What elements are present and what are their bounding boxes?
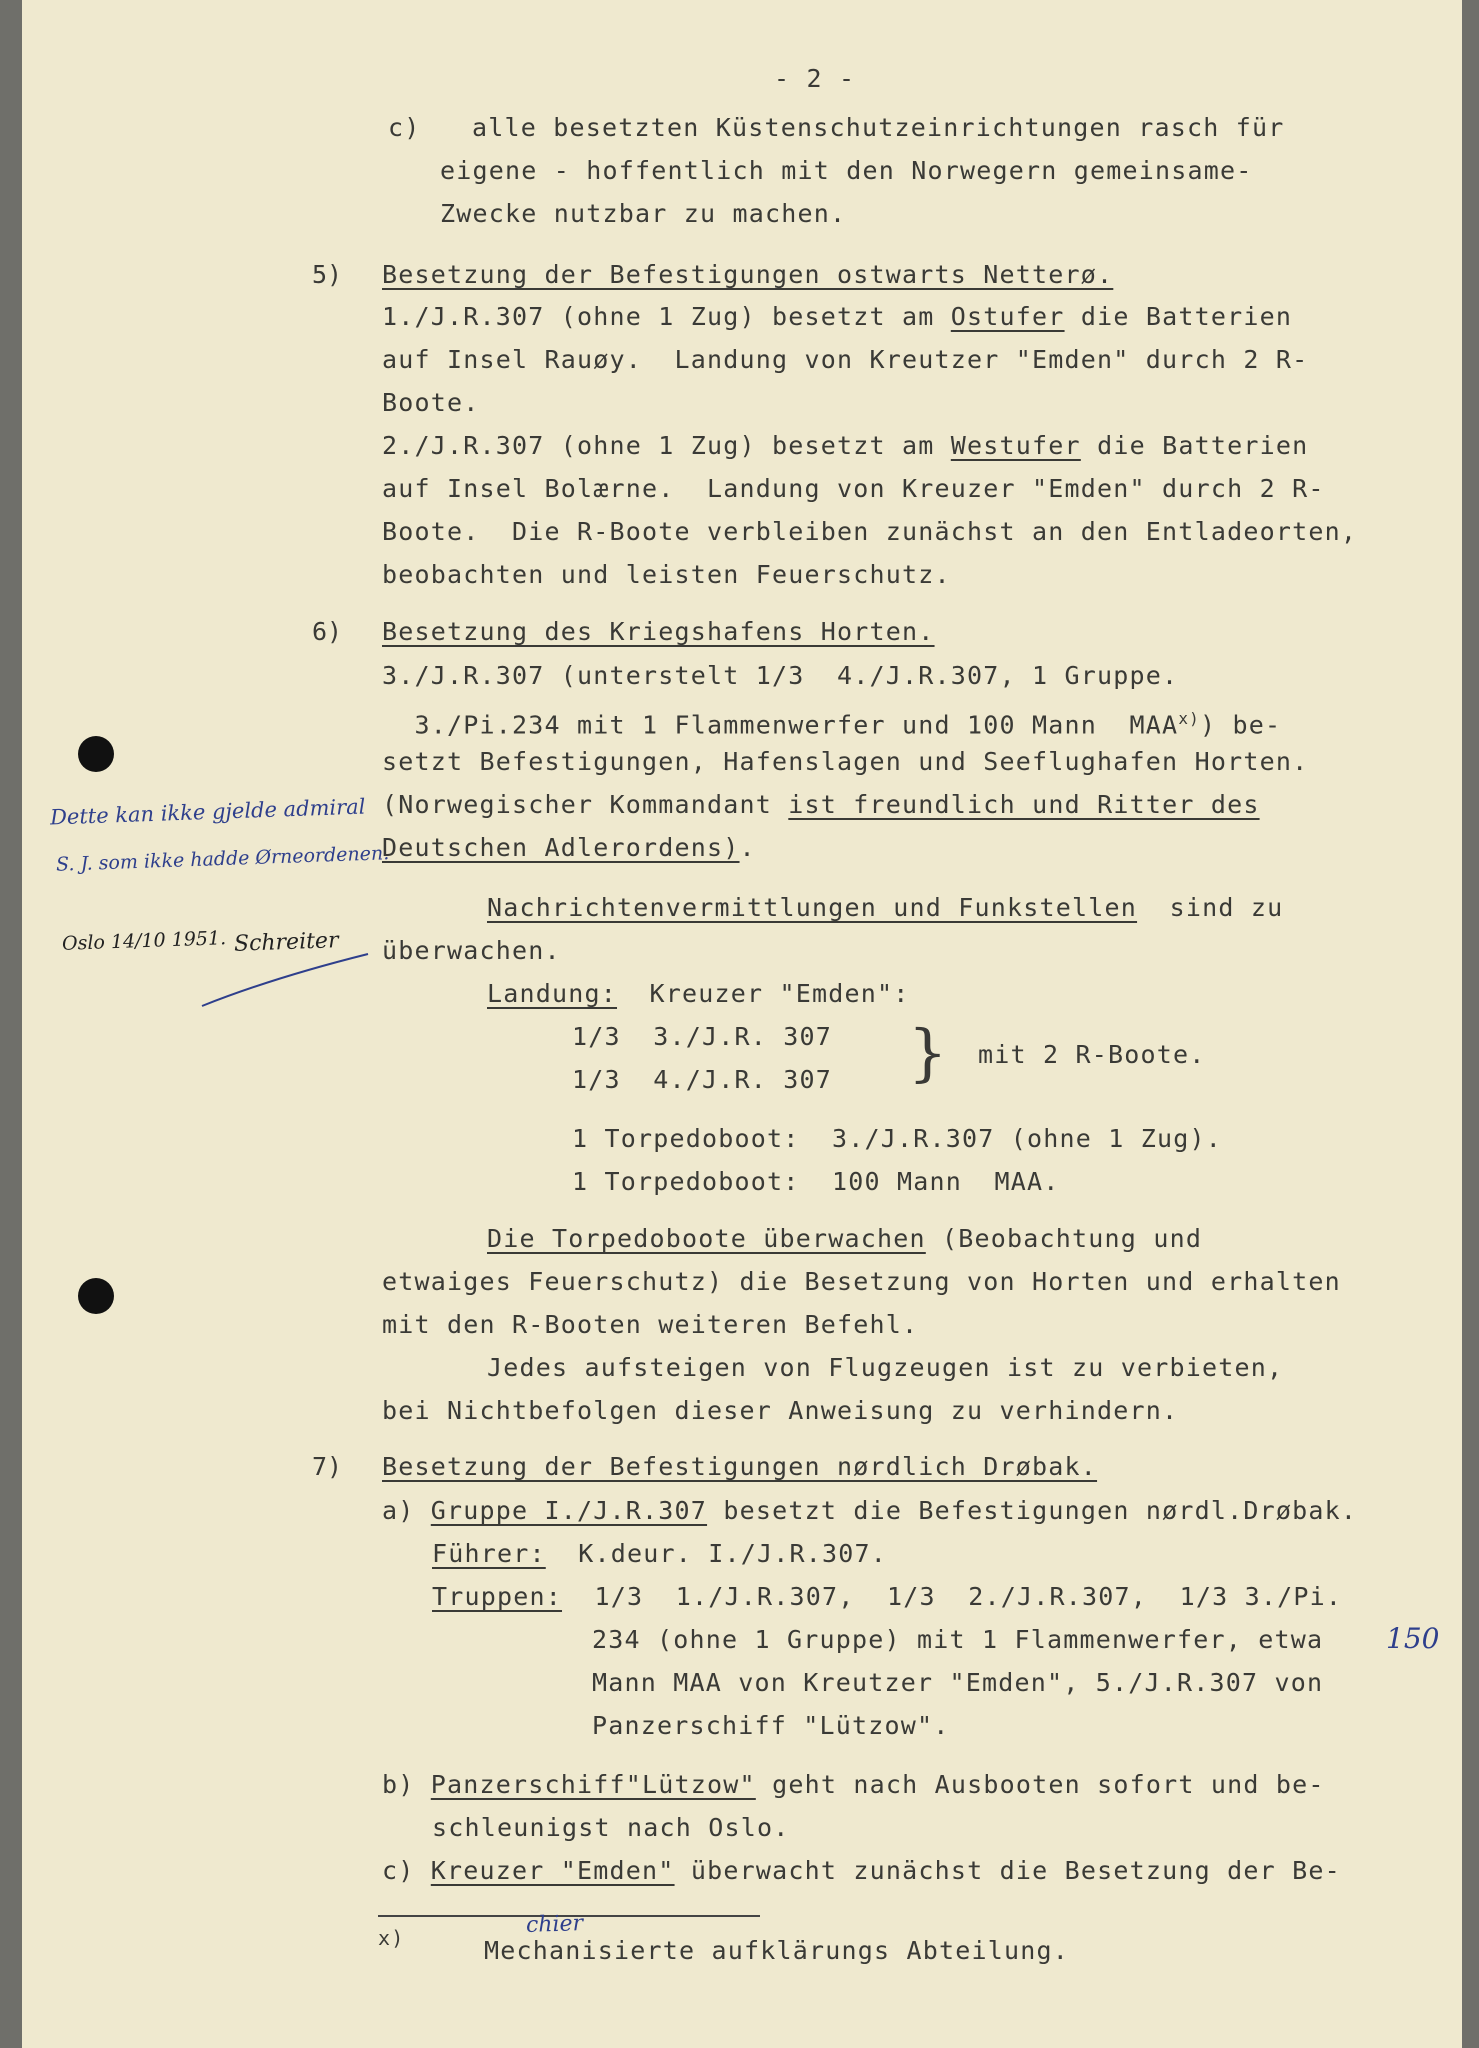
sec6-line-2: 3./Pi.234 mit 1 Flammenwerfer und 100 Mann MAA$^{x)}$) be- (382, 709, 1282, 740)
sec5-line-5: auf Insel Bolærne. Landung von Kreuzer "Emden" durch 2 R- (382, 474, 1325, 503)
sec5-line-6: Boote. Die R-Boote verbleiben zunächst an den Entladeorten, (382, 517, 1358, 546)
annotation-line-2: S. J. som ikke hadde Ørneordenen. (55, 842, 390, 876)
sec6-landung: Landung: Kreuzer "Emden": (487, 979, 910, 1008)
sec7-b-line-2: schleunigst nach Oslo. (432, 1813, 790, 1842)
punch-hole-bottom (78, 1278, 114, 1314)
sec7-a: a) Gruppe I./J.R.307 besetzt die Befestigungen nørdl.Drøbak. (382, 1496, 1358, 1525)
sec7-truppen-line-3: Mann MAA von Kreutzer "Emden", 5./J.R.307 von (592, 1668, 1324, 1697)
brace-icon: } (908, 1016, 948, 1089)
sec5-heading: Besetzung der Befestigungen ostwarts Netterø. (382, 260, 1114, 289)
sec6-para3-line-1: Jedes aufsteigen von Flugzeugen ist zu verbieten, (487, 1353, 1284, 1382)
punch-hole-top (78, 736, 114, 772)
sec4c-line-3: Zwecke nutzbar zu machen. (440, 199, 847, 228)
sec6-line-4: (Norwegischer Kommandant ist freundlich und Ritter des (382, 790, 1260, 819)
sec7-truppen-line-1: Truppen: 1/3 1./J.R.307, 1/3 2./J.R.307, 1/3 3./Pi. (432, 1582, 1343, 1611)
footnote-marker: x) (378, 1926, 405, 1950)
sec7-fuehrer: Führer: K.deur. I./J.R.307. (432, 1539, 888, 1568)
handwritten-150: 150 (1386, 1622, 1440, 1655)
sec6-para3-line-2: bei Nichtbefolgen dieser Anweisung zu verhindern. (382, 1396, 1179, 1425)
sec6-para2-line-2: etwaiges Feuerschutz) die Besetzung von Horten und erhalten (382, 1267, 1341, 1296)
sec4c-label: c) (388, 113, 421, 142)
signature-stroke-icon (172, 940, 372, 1020)
page-number: - 2 - (774, 64, 856, 93)
sec6-line-6: Nachrichtenvermittlungen und Funkstellen sind zu (487, 893, 1284, 922)
sec5-line-7: beobachten und leisten Feuerschutz. (382, 560, 951, 589)
sec6-line-5: Deutschen Adlerordens). (382, 833, 756, 862)
sec5-line-2: auf Insel Rauøy. Landung von Kreutzer "Emden" durch 2 R- (382, 345, 1309, 374)
sec7-b-line-1: b) Panzerschiff"Lützow" geht nach Ausbooten sofort und be- (382, 1770, 1325, 1799)
sec6-landung-note: mit 2 R-Boote. (978, 1040, 1206, 1069)
sec7-heading: Besetzung der Befestigungen nørdlich Drøbak. (382, 1452, 1098, 1481)
annotation-date: Oslo 14/10 1951. (61, 927, 227, 955)
sec5-number: 5) (312, 260, 343, 289)
sec6-torpedo-2: 1 Torpedoboot: 100 Mann MAA. (572, 1167, 1060, 1196)
sec6-landung-item-1: 1/3 3./J.R. 307 (572, 1022, 833, 1051)
sec6-line-7: überwachen. (382, 936, 561, 965)
sec4c-line-2: eigene - hoffentlich mit den Norwegern gemeinsame- (440, 156, 1253, 185)
sec7-truppen-line-2: 234 (ohne 1 Gruppe) mit 1 Flammenwerfer, etwa (592, 1625, 1324, 1654)
sec6-number: 6) (312, 617, 343, 646)
annotation-signature: Schreiter (233, 928, 339, 957)
sec5-line-1: 1./J.R.307 (ohne 1 Zug) besetzt am Ostufer die Batterien (382, 302, 1293, 331)
sec5-line-3: Boote. (382, 388, 480, 417)
sec6-line-3: setzt Befestigungen, Hafenslagen und Seeflughafen Horten. (382, 747, 1309, 776)
sec6-heading: Besetzung des Kriegshafens Horten. (382, 617, 935, 646)
sec5-line-4: 2./J.R.307 (ohne 1 Zug) besetzt am Westufer die Batterien (382, 431, 1309, 460)
sec7-truppen-line-4: Panzerschiff "Lützow". (592, 1711, 950, 1740)
sec7-number: 7) (312, 1452, 343, 1481)
sec6-para2-line-1: Die Torpedoboote überwachen (Beobachtung und (487, 1224, 1203, 1253)
sec6-para2-line-3: mit den R-Booten weiteren Befehl. (382, 1310, 919, 1339)
sec6-line-1: 3./J.R.307 (unterstelt 1/3 4./J.R.307, 1 Gruppe. (382, 661, 1179, 690)
sec7-c-line-1: c) Kreuzer "Emden" überwacht zunächst die Besetzung der Be- (382, 1856, 1341, 1885)
handwritten-correction: chier (525, 1911, 584, 1938)
sec6-landung-item-2: 1/3 4./J.R. 307 (572, 1065, 833, 1094)
annotation-line-1: Dette kan ikke gjelde admiral (49, 794, 366, 830)
sec4c-line-1: alle besetzten Küstenschutzeinrichtungen rasch für (472, 113, 1285, 142)
sec6-torpedo-1: 1 Torpedoboot: 3./J.R.307 (ohne 1 Zug). (572, 1124, 1223, 1153)
document-page (22, 0, 1462, 2048)
footnote-text: Mechanisierte aufklärungs Abteilung. (484, 1936, 1070, 1965)
